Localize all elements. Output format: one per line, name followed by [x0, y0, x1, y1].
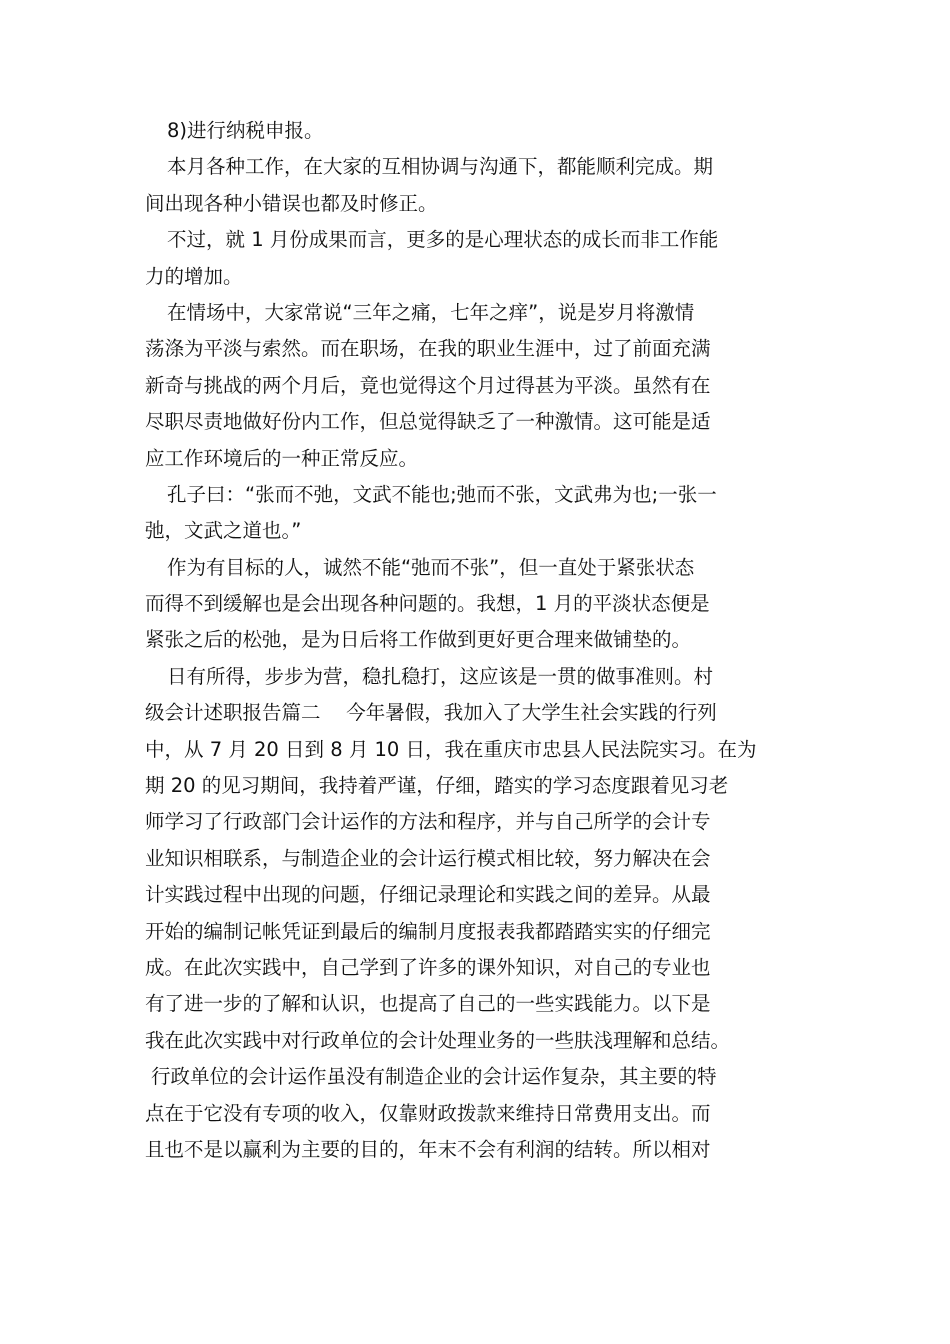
text-line: 点在于它没有专项的收入，仅靠财政拨款来维持日常费用支出。而 — [145, 1101, 711, 1125]
text-line: 尽职尽责地做好份内工作，但总觉得缺乏了一种激情。这可能是适 — [145, 410, 711, 434]
text-line: 在情场中，大家常说“三年之痛，七年之痒”，说是岁月将激情 — [167, 300, 695, 324]
text-line: 弛，文武之道也。” — [145, 519, 302, 543]
text-line: 期 20 的见习期间，我持着严谨，仔细，踏实的学习态度跟着见习老 — [145, 774, 729, 798]
text-line: 级会计述职报告篇二 今年暑假，我加入了大学生社会实践的行列 — [145, 701, 717, 725]
text-line: 开始的编制记帐凭证到最后的编制月度报表我都踏踏实实的仔细完 — [145, 919, 711, 943]
text-line: 间出现各种小错误也都及时修正。 — [145, 191, 438, 215]
text-line: 作为有目标的人，诚然不能“弛而不张”，但一直处于紧张状态 — [167, 555, 695, 579]
body-text — [145, 113, 805, 1168]
text-line: 日有所得，步步为营，稳扎稳打，这应该是一贯的做事准则。村 — [167, 664, 714, 688]
text-line: 且也不是以赢利为主要的目的，年末不会有利润的结转。所以相对 — [145, 1137, 711, 1161]
text-line: 新奇与挑战的两个月后，竟也觉得这个月过得甚为平淡。虽然有在 — [145, 373, 711, 397]
text-line: 我在此次实践中对行政单位的会计处理业务的一些肤浅理解和总结。 — [145, 1028, 731, 1052]
text-line: 而得不到缓解也是会出现各种问题的。我想，1 月的平淡状态便是 — [145, 592, 710, 616]
text-line: 孔子曰：“张而不弛，文武不能也;弛而不张，文武弗为也;一张一 — [167, 482, 717, 506]
text-line: 应工作环境后的一种正常反应。 — [145, 446, 419, 470]
text-line: 计实践过程中出现的问题，仔细记录理论和实践之间的差异。从最 — [145, 883, 711, 907]
text-line: 荡涤为平淡与索然。而在职场，在我的职业生涯中，过了前面充满 — [145, 337, 711, 361]
text-line: 8)进行纳税申报。 — [167, 119, 324, 142]
text-line: 业知识相联系，与制造企业的会计运行模式相比较，努力解决在会 — [145, 846, 711, 870]
text-line: 本月各种工作，在大家的互相协调与沟通下，都能顺利完成。期 — [167, 155, 714, 179]
text-line: 不过，就 1 月份成果而言，更多的是心理状态的成长而非工作能 — [167, 228, 719, 252]
text-line: 有了进一步的了解和认识，也提高了自己的一些实践能力。以下是 — [145, 992, 711, 1016]
text-line: 成。在此次实践中，自己学到了许多的课外知识，对自己的专业也 — [145, 955, 711, 979]
text-line: 行政单位的会计运作虽没有制造企业的会计运作复杂，其主要的特 — [151, 1065, 717, 1089]
text-line: 紧张之后的松弛，是为日后将工作做到更好更合理来做铺垫的。 — [145, 628, 692, 652]
text-line: 中，从 7 月 20 日到 8 月 10 日，我在重庆市忠县人民法院实习。在为 — [145, 737, 757, 761]
text-line: 师学习了行政部门会计运作的方法和程序，并与自己所学的会计专 — [145, 810, 711, 834]
text-line: 力的增加。 — [145, 264, 243, 288]
